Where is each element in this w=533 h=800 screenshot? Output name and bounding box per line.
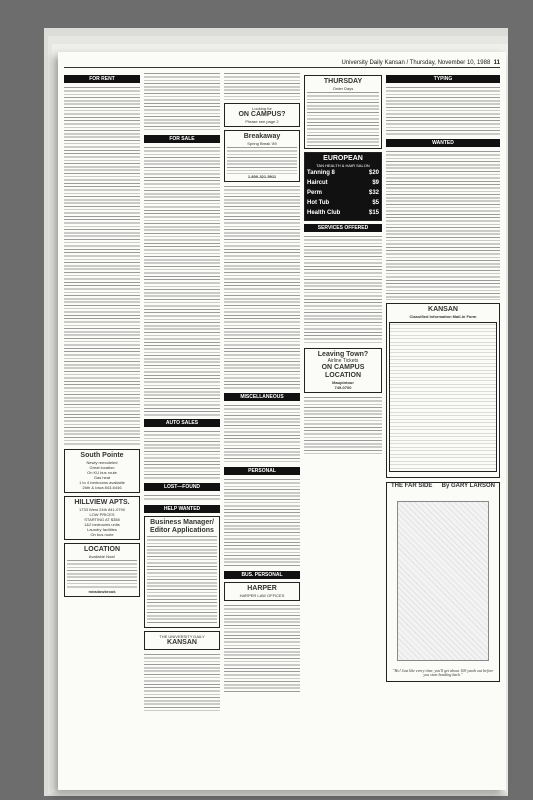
cartoon-author: By GARY LARSON — [441, 483, 495, 489]
ad-item: Great location — [89, 465, 115, 470]
hillview-ad — [64, 496, 140, 540]
section-miscellaneous: MISCELLANEOUS — [224, 393, 300, 401]
classified-text — [224, 185, 300, 390]
ad-title: THURSDAY — [323, 78, 363, 85]
ad-sub: THE UNIVERSITY DAILY — [159, 634, 205, 639]
kansan-logo-ad — [144, 631, 220, 650]
ad-brand: Maupintour — [332, 380, 354, 385]
ad-item: On bus route — [90, 532, 114, 537]
ad-title: HARPER — [247, 585, 277, 592]
ad-title: Breakaway — [243, 133, 281, 140]
cartoon-header — [387, 483, 499, 491]
price-row — [307, 168, 379, 178]
south-pointe-ad — [64, 449, 140, 493]
thursday-ad — [304, 75, 382, 149]
classified-text — [386, 86, 500, 136]
service-price: $32 — [368, 190, 379, 196]
section-services-offered: SERVICES OFFERED — [304, 224, 382, 232]
ad-title: South Pointe — [80, 452, 124, 459]
section-for-rent: FOR RENT — [64, 75, 140, 83]
breakaway-ad — [224, 130, 300, 182]
form-title: KANSAN — [428, 306, 458, 313]
classified-text — [144, 494, 220, 502]
column-4 — [304, 72, 382, 782]
far-side-cartoon — [386, 482, 500, 682]
classified-text — [386, 150, 500, 300]
column-5 — [386, 72, 500, 782]
ad-title: Business Manager/ Editor Applications — [150, 519, 214, 534]
ad-sub: Order Days — [332, 86, 354, 91]
price-row — [307, 198, 379, 208]
ad-item: STARTING AT $358 — [84, 517, 120, 522]
classified-text — [144, 146, 220, 416]
ad-item: LOW PRICES — [89, 512, 115, 517]
page-header — [64, 58, 500, 68]
ad-brand: meadowbrook — [88, 589, 116, 594]
ad-item: Gas heat — [93, 475, 111, 480]
classified-text — [224, 478, 300, 568]
section-for-sale: FOR SALE — [144, 135, 220, 143]
section-typing: TYPING — [386, 75, 500, 83]
classified-text — [144, 653, 220, 713]
section-auto-sales: AUTO SALES — [144, 419, 220, 427]
column-2 — [144, 72, 220, 782]
ad-contact: 26th & Iowa 843-6446 — [82, 485, 122, 490]
ad-sub: Please see page 2 — [245, 119, 279, 124]
classified-text — [144, 72, 220, 132]
maupintour-ad — [304, 348, 382, 393]
classified-text — [64, 86, 140, 446]
ad-title: EUROPEAN — [323, 155, 363, 162]
ad-body-text — [227, 146, 297, 174]
ad-item: Laundry facilities — [87, 527, 117, 532]
ad-title: Leaving Town? — [317, 351, 369, 358]
ad-body-text — [147, 535, 217, 625]
european-tan-ad — [304, 152, 382, 221]
column-1 — [64, 72, 140, 782]
cartoon-caption: "Ho! Just like every time, you'll get about 100 yards out before you start heading back." — [392, 668, 494, 678]
classified-text — [224, 604, 300, 694]
service-name: Tanning 8 — [307, 170, 335, 176]
section-bus-personal: BUS. PERSONAL — [224, 571, 300, 579]
service-name: Health Club — [307, 210, 341, 216]
ad-title: KANSAN — [167, 639, 197, 646]
ad-big: ON CAMPUS? — [238, 111, 286, 118]
meadowbrook-ad — [64, 543, 140, 597]
ad-title: Looking for — [252, 106, 272, 111]
service-price: $20 — [368, 170, 379, 176]
price-row — [307, 178, 379, 188]
ad-item: On KU bus route — [87, 470, 117, 475]
service-name: Haircut — [307, 180, 328, 186]
classified-text — [304, 396, 382, 456]
ad-title: HILLVIEW APTS. — [74, 499, 130, 506]
ad-sub: Airline Tickets — [327, 358, 359, 364]
business-manager-ad — [144, 516, 220, 628]
form-subtitle: Classified Information Mail-In Form — [409, 314, 477, 319]
classified-text — [144, 430, 220, 480]
service-price: $9 — [372, 180, 379, 186]
form-body[interactable] — [389, 322, 497, 472]
ad-sub: TAN HEALTH & HAIR SALON — [316, 163, 370, 168]
harper-ad — [224, 582, 300, 601]
ad-title: LOCATION — [83, 546, 121, 553]
ad-big: ON CAMPUS LOCATION — [321, 364, 365, 379]
column-3 — [224, 72, 300, 782]
ad-sub: HARPER LAW OFFICES — [239, 593, 285, 598]
ad-item: 1 to 4 bedrooms available — [79, 480, 125, 485]
ad-body-text — [67, 559, 137, 589]
service-name: Hot Tub — [307, 200, 330, 206]
section-personal: PERSONAL — [224, 467, 300, 475]
service-price: $5 — [372, 200, 379, 206]
classified-text — [224, 72, 300, 100]
section-wanted: WANTED — [386, 139, 500, 147]
ad-item: 1&2 bedrooms units — [84, 522, 120, 527]
newspaper-page — [58, 52, 506, 790]
price-row — [307, 208, 379, 218]
ad-sub: 1733 West 24th 841-0790 — [79, 507, 125, 512]
ad-phone: 749-0700 — [334, 385, 352, 390]
header-right — [341, 60, 500, 66]
classified-text — [224, 404, 300, 464]
price-row — [307, 188, 379, 198]
service-name: Perm — [307, 190, 323, 196]
ad-phone: 1-800-321-5911 — [247, 174, 277, 179]
page-number: 11 — [493, 59, 500, 66]
header-date: University Daily Kansan / Thursday, November 10, 1988 — [341, 59, 491, 66]
on-campus-ad — [224, 103, 300, 127]
classified-text — [304, 235, 382, 345]
ad-body-text — [307, 91, 379, 146]
ad-sub: Available Now! — [88, 554, 116, 559]
ad-item: Newly remodeled — [86, 460, 118, 465]
service-price: $15 — [368, 210, 379, 216]
cartoon-image — [397, 501, 489, 661]
cartoon-title: THE FAR SIDE — [391, 483, 433, 489]
section-help-wanted: HELP WANTED — [144, 505, 220, 513]
section-lost-found: LOST—FOUND — [144, 483, 220, 491]
classified-form — [386, 303, 500, 478]
ad-sub: Spring Break '89 — [247, 141, 277, 146]
